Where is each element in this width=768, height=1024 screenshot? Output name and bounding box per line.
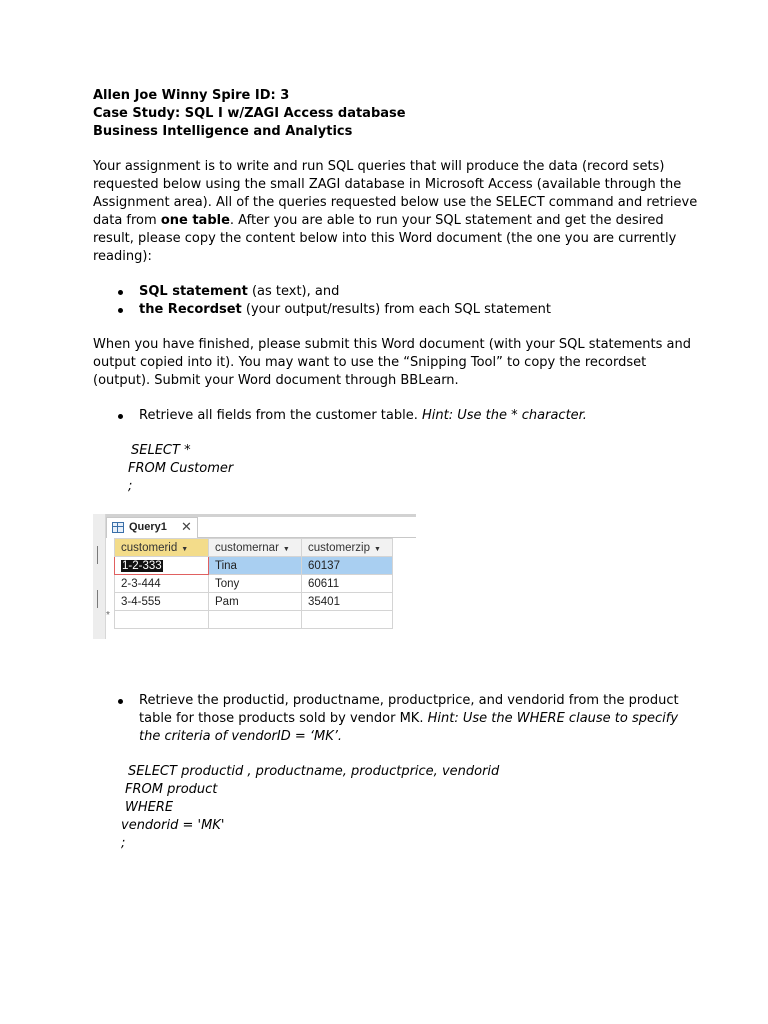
intro-line: result, please copy the content below into this Word document (the one you are currently (93, 231, 677, 246)
table-cell[interactable]: 2-3-444 (115, 575, 209, 593)
submit-line: output copied into it). You may want to use the “Snipping Tool” to copy the recordset (93, 355, 647, 370)
intro-text: . After you are able to run your SQL statement and get the desired (229, 213, 664, 228)
header-row (115, 539, 393, 557)
intro-line: reading): (93, 249, 152, 264)
deliverable-item (139, 283, 339, 301)
intro-emphasis: one table (160, 213, 230, 228)
case-study-line: Case Study: SQL I w/ZAGI Access database (93, 106, 406, 121)
submit-line: (output). Submit your Word document through BBLearn. (93, 373, 459, 388)
deliverable-bold: the Recordset (139, 302, 242, 317)
question-text: Retrieve all fields from the customer table. (139, 408, 422, 423)
table-cell[interactable]: Pam (209, 593, 302, 611)
intro-line: Your assignment is to write and run SQL queries that will produce the data (record sets) (93, 159, 665, 174)
bullet-icon (118, 308, 123, 313)
intro-line: requested below using the small ZAGI database in Microsoft Access (available through the (93, 177, 682, 192)
sql-line: ; (128, 479, 133, 494)
table-row[interactable] (115, 593, 393, 611)
column-label: customerzip (308, 541, 370, 554)
deliverable-bold: SQL statement (139, 284, 248, 299)
column-header[interactable] (302, 539, 393, 557)
pane-marker (93, 546, 98, 564)
recordset-screenshot (93, 514, 416, 639)
new-record-icon: * (106, 610, 110, 621)
query-tab-label: Query1 (129, 521, 167, 533)
submit-line: When you have finished, please submit this Word document (with your SQL statements and (93, 337, 691, 352)
table-cell[interactable] (115, 611, 209, 629)
question-1 (139, 407, 587, 425)
query-icon (112, 522, 124, 533)
question-hint: Hint: Use the WHERE clause to specify (427, 711, 679, 726)
question-2-line (139, 710, 678, 728)
sql-line: SELECT productid , productname, productprice, vendorid (128, 764, 500, 779)
dropdown-arrow-icon[interactable]: ▼ (181, 545, 189, 553)
sql-line: FROM product (125, 782, 218, 797)
close-icon[interactable]: ✕ (181, 519, 192, 534)
column-header[interactable] (115, 539, 209, 557)
dropdown-arrow-icon[interactable]: ▼ (282, 545, 290, 553)
datasheet (114, 538, 393, 629)
column-header[interactable] (209, 539, 302, 557)
sql-line: WHERE (125, 800, 174, 815)
intro-text: data from (93, 213, 161, 228)
table-cell[interactable]: 3-4-555 (115, 593, 209, 611)
cell-value: 1-2-333 (122, 559, 162, 572)
table-cell[interactable] (302, 611, 393, 629)
table-cell[interactable]: 60611 (302, 575, 393, 593)
table-cell[interactable]: 60137 (302, 557, 393, 575)
table-row[interactable] (115, 575, 393, 593)
table-cell[interactable] (115, 557, 209, 575)
deliverable-text: (your output/results) from each SQL statement (241, 302, 552, 317)
question-text: table for those products sold by vendor MK. (139, 711, 428, 726)
column-label: customernar (215, 541, 279, 554)
table-cell[interactable]: Tina (209, 557, 302, 575)
table-cell[interactable] (209, 611, 302, 629)
table-row[interactable] (115, 557, 393, 575)
bullet-icon (118, 414, 123, 419)
pane-marker (93, 590, 98, 608)
sql-line: FROM Customer (128, 461, 234, 476)
new-record-row[interactable] (115, 611, 393, 629)
table-cell[interactable]: 35401 (302, 593, 393, 611)
intro-line (93, 212, 664, 230)
sql-line: SELECT * (131, 443, 191, 458)
dropdown-arrow-icon[interactable]: ▼ (374, 545, 381, 553)
table-cell[interactable]: Tony (209, 575, 302, 593)
sql-line: vendorid = 'MK' (121, 818, 225, 833)
question-2-line: Retrieve the productid, productname, productprice, and vendorid from the product (139, 693, 679, 708)
bullet-icon (118, 699, 123, 704)
intro-line: Assignment area). All of the queries requested below use the SELECT command and retrieve (93, 195, 698, 210)
deliverable-item (139, 301, 551, 319)
bullet-icon (118, 290, 123, 295)
author-line: Allen Joe Winny Spire ID: 3 (93, 88, 290, 103)
sql-line: ; (121, 836, 126, 851)
navigation-pane-edge (93, 514, 106, 639)
column-label: customerid (121, 541, 178, 554)
question-2-hint-line: the criteria of vendorID = ‘MK’. (139, 729, 343, 744)
question-hint: Hint: Use the * character. (422, 408, 587, 423)
query-tab[interactable] (106, 517, 198, 538)
deliverable-text: (as text), and (247, 284, 340, 299)
course-line: Business Intelligence and Analytics (93, 124, 353, 139)
